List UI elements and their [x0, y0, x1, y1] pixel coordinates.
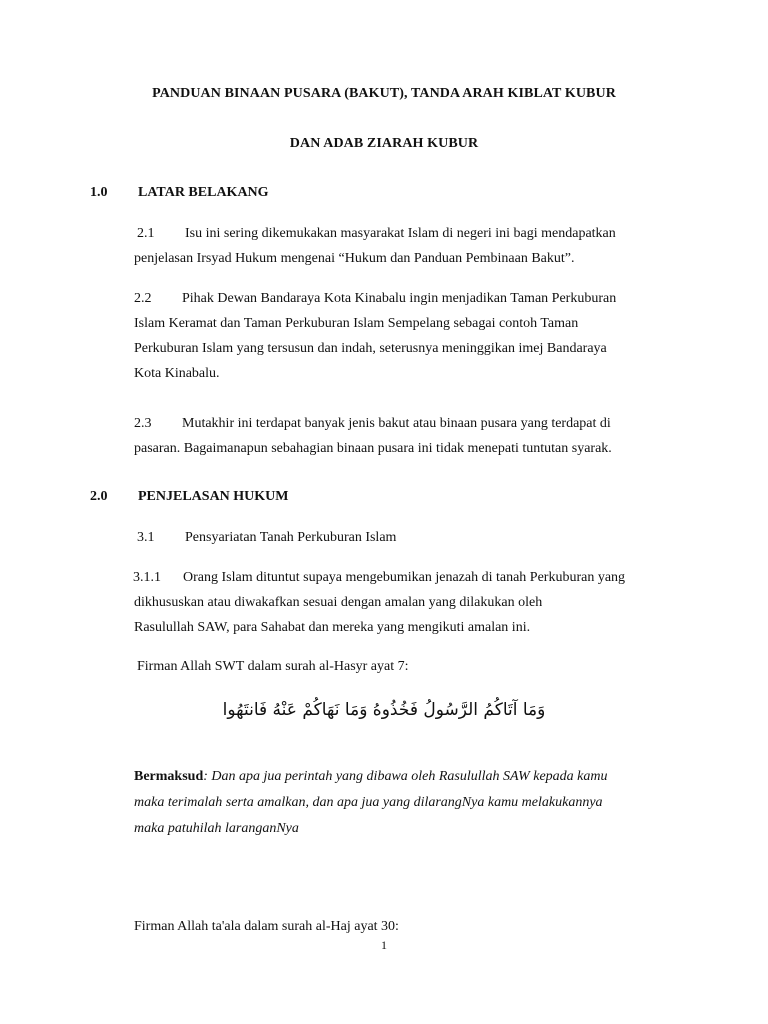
quote-intro-al-haj: Firman Allah ta'ala dalam surah al-Haj ayat 30: — [134, 919, 399, 934]
document-title-line-1: PANDUAN BINAAN PUSARA (BAKUT), TANDA ARAH KIBLAT KUBUR — [152, 86, 616, 101]
paragraph-line: Isu ini sering dikemukakan masyarakat Islam di negeri ini bagi mendapatkan — [185, 226, 616, 241]
paragraph-number: 2.2 — [134, 291, 152, 306]
page-number: 1 — [381, 938, 387, 952]
meaning-label: Bermaksud — [134, 769, 204, 784]
section-heading-penjelasan-hukum — [90, 489, 289, 505]
paragraph-3-1-1-continued — [134, 590, 542, 640]
paragraph-line: penjelasan Irsyad Hukum mengenai “Hukum dan Panduan Pembinaan Bakut”. — [134, 251, 575, 266]
paragraph-number: 3.1.1 — [133, 570, 161, 585]
quote-intro-al-hasyr: Firman Allah SWT dalam surah al-Hasyr ayat 7: — [137, 659, 409, 674]
verse-meaning — [134, 764, 608, 842]
meaning-line: maka terimalah serta amalkan, dan apa jua yang dilarangNya kamu melakukannya — [134, 795, 603, 810]
paragraph-line: pasaran. Bagaimanapun sebahagian binaan pusara ini tidak menepati tuntutan syarak. — [134, 441, 612, 456]
paragraph-2-3 — [134, 411, 612, 461]
paragraph-line: Orang Islam dituntut supaya mengebumikan jenazah di tanah Perkuburan yang — [183, 570, 626, 585]
meaning-line: : Dan apa jua perintah yang dibawa oleh Rasulullah SAW kepada kamu — [203, 769, 608, 784]
paragraph-3-1-1 — [133, 565, 625, 590]
section-title: PENJELASAN HUKUM — [138, 489, 289, 504]
subheading-title: Pensyariatan Tanah Perkuburan Islam — [185, 530, 397, 545]
paragraph-line: Rasulullah SAW, para Sahabat dan mereka yang mengikuti amalan ini. — [134, 620, 531, 635]
paragraph-line: Islam Keramat dan Taman Perkuburan Islam Sempelang sebagai contoh Taman — [134, 316, 579, 331]
document-title-line-2: DAN ADAB ZIARAH KUBUR — [289, 136, 479, 151]
meaning-line: maka patuhilah laranganNya — [134, 821, 299, 836]
subheading-3-1 — [137, 525, 396, 550]
paragraph-number: 2.3 — [134, 416, 152, 431]
paragraph-2-1 — [137, 221, 616, 246]
section-heading-latar-belakang — [90, 185, 269, 201]
section-number: 1.0 — [90, 185, 108, 200]
paragraph-number: 2.1 — [137, 226, 155, 241]
paragraph-2-2 — [134, 286, 616, 386]
paragraph-line: Perkuburan Islam yang tersusun dan indah, seterusnya meninggikan imej Bandaraya — [134, 341, 607, 356]
section-title: LATAR BELAKANG — [138, 185, 269, 200]
paragraph-2-1-continued — [134, 246, 575, 271]
subheading-number: 3.1 — [137, 530, 155, 545]
section-number: 2.0 — [90, 489, 108, 504]
arabic-verse: وَمَا آتَاكُمُ الرَّسُولُ فَخُذُوهُ وَمَا نَهَاكُمْ عَنْهُ فَانتَهُوا — [222, 700, 546, 720]
paragraph-line: dikhususkan atau diwakafkan sesuai dengan amalan yang dilakukan oleh — [134, 595, 543, 610]
paragraph-line: Kota Kinabalu. — [134, 366, 220, 381]
paragraph-line: Pihak Dewan Bandaraya Kota Kinabalu ingin menjadikan Taman Perkuburan — [182, 291, 617, 306]
paragraph-line: Mutakhir ini terdapat banyak jenis bakut atau binaan pusara yang terdapat di — [182, 416, 611, 431]
